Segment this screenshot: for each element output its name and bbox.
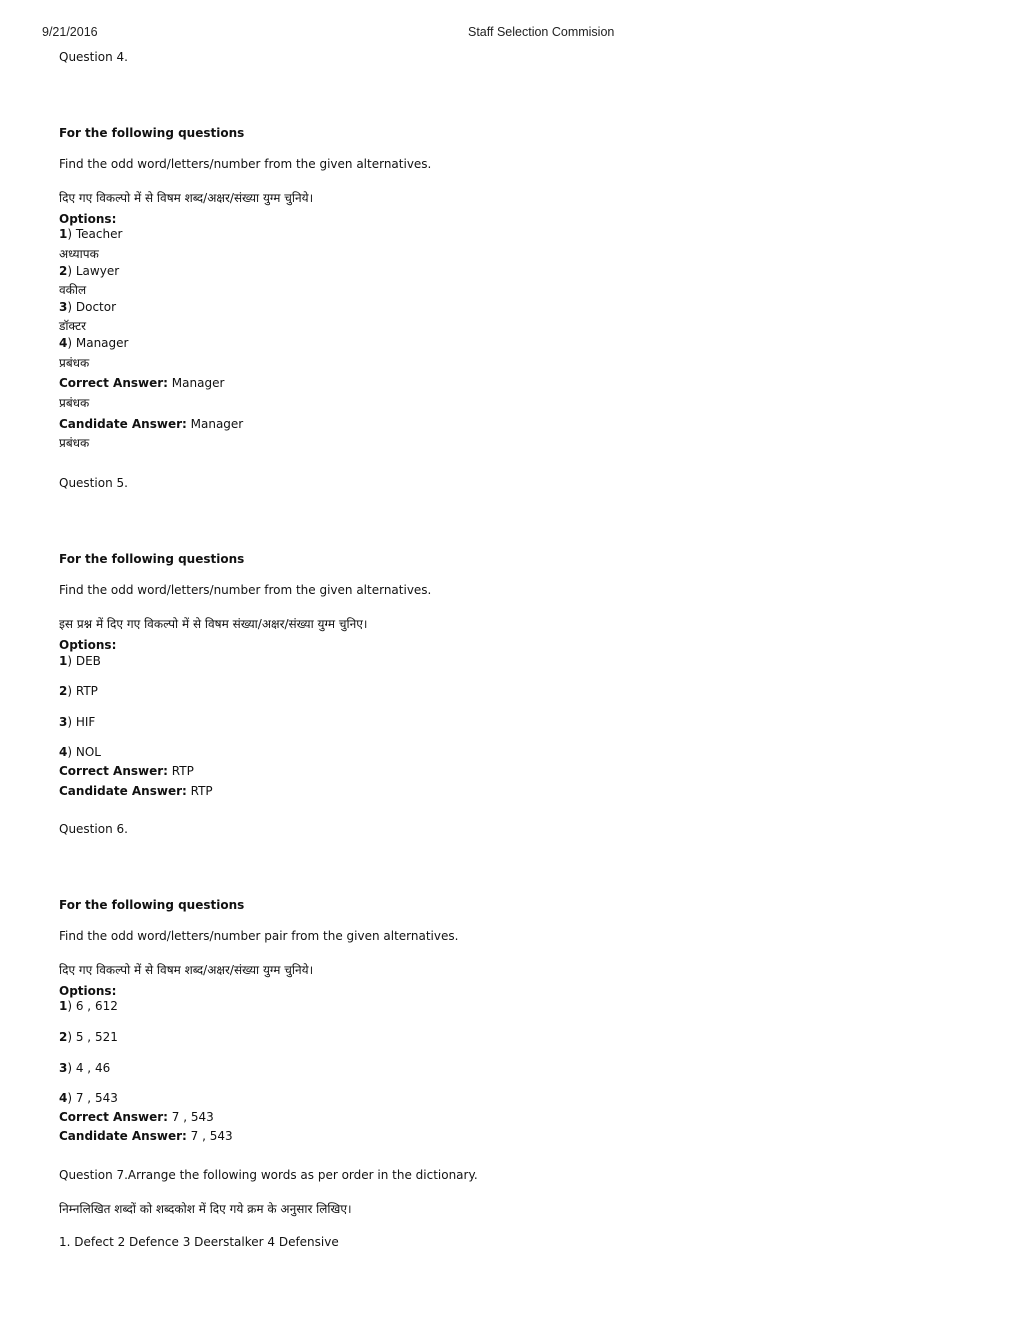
q5-section-heading: For the following questions [59,552,245,566]
q4-option-4-hi: प्रबंधक [59,356,90,370]
candidate-answer-label: Candidate Answer: [59,1129,187,1143]
candidate-answer-label: Candidate Answer: [59,417,187,431]
q6-candidate-answer [59,1129,233,1143]
option-number: 3 [59,715,68,729]
q6-correct-answer [59,1110,214,1124]
option-number: 1 [59,999,68,1013]
question-6-title: Question 6. [59,822,128,836]
q6-section-heading: For the following questions [59,898,245,912]
q6-instruction-en: Find the odd word/letters/number pair from the given alternatives. [59,929,459,943]
q5-options-label: Options: [59,638,117,652]
q4-option-3: 3) Doctor [59,300,117,314]
q6-instruction-hi: दिए गए विकल्पो में से विषम शब्द/अक्षर/संख्या युग्म चुनिये। [59,963,314,977]
option-number: 3 [59,300,68,314]
option-text: 4 , 46 [75,1061,111,1075]
q4-correct-answer [59,376,224,390]
q5-option-4: 4) NOL [59,745,101,759]
option-text: 7 , 543 [75,1091,118,1105]
q4-option-3-hi: डॉक्टर [59,319,87,333]
q4-correct-answer-hi: प्रबंधक [59,396,90,410]
q5-instruction-hi: इस प्रश्न में दिए गए विकल्पो में से विषम संख्या/अक्षर/संख्या युग्म चुनिए। [59,617,368,631]
option-text: Lawyer [75,264,120,278]
q5-candidate-answer [59,784,213,798]
question-7-title: Question 7.Arrange the following words as per order in the dictionary. [59,1168,478,1182]
candidate-answer-value: 7 , 543 [190,1129,233,1143]
q7-instruction-hi: निम्नलिखित शब्दों को शब्दकोश में दिए गये क्रम के अनुसार लिखिए। [59,1202,352,1216]
option-number: 4 [59,745,68,759]
q4-instruction-en: Find the odd word/letters/number from the given alternatives. [59,157,432,171]
q4-option-2-hi: वकील [59,283,87,297]
option-text: Doctor [75,300,117,314]
option-number: 1 [59,227,68,241]
q5-option-1: 1) DEB [59,654,101,668]
q6-option-3: 3) 4 , 46 [59,1061,111,1075]
q4-candidate-answer-hi: प्रबंधक [59,436,90,450]
q6-options-label: Options: [59,984,117,998]
option-number: 4 [59,336,68,350]
option-text: RTP [75,684,98,698]
candidate-answer-value: Manager [190,417,244,431]
option-text: NOL [75,745,101,759]
q4-candidate-answer [59,417,243,431]
option-number: 2 [59,684,68,698]
correct-answer-value: Manager [171,376,225,390]
correct-answer-value: RTP [171,764,194,778]
correct-answer-value: 7 , 543 [171,1110,214,1124]
q5-option-3: 3) HIF [59,715,96,729]
q6-option-4: 4) 7 , 543 [59,1091,118,1105]
q7-word-list: 1. Defect 2 Defence 3 Deerstalker 4 Defensive [59,1235,339,1246]
q4-option-4: 4) Manager [59,336,129,350]
option-number: 2 [59,1030,68,1044]
option-text: 5 , 521 [75,1030,118,1044]
option-number: 4 [59,1091,68,1105]
print-date: 9/21/2016 [42,25,98,39]
q6-option-1: 1) 6 , 612 [59,999,118,1013]
correct-answer-label: Correct Answer: [59,376,168,390]
option-text: HIF [75,715,96,729]
question-5-title: Question 5. [59,476,128,490]
option-text: Teacher [75,227,123,241]
q5-correct-answer [59,764,194,778]
q4-option-2: 2) Lawyer [59,264,120,278]
candidate-answer-label: Candidate Answer: [59,784,187,798]
candidate-answer-value: RTP [190,784,213,798]
q5-option-2: 2) RTP [59,684,98,698]
q4-options-label: Options: [59,212,117,226]
q4-section-heading: For the following questions [59,126,245,140]
question-4-title: Question 4. [59,50,128,64]
page-header-title: Staff Selection Commision [468,25,615,39]
q4-option-1: 1) Teacher [59,227,123,241]
option-text: 6 , 612 [75,999,118,1013]
option-number: 2 [59,264,68,278]
option-text: Manager [75,336,129,350]
option-number: 3 [59,1061,68,1075]
q5-instruction-en: Find the odd word/letters/number from the given alternatives. [59,583,432,597]
correct-answer-label: Correct Answer: [59,1110,168,1124]
q6-option-2: 2) 5 , 521 [59,1030,118,1044]
option-number: 1 [59,654,68,668]
correct-answer-label: Correct Answer: [59,764,168,778]
q4-option-1-hi: अध्यापक [59,247,99,261]
option-text: DEB [75,654,101,668]
q4-instruction-hi: दिए गए विकल्पो में से विषम शब्द/अक्षर/संख्या युग्म चुनिये। [59,191,314,205]
